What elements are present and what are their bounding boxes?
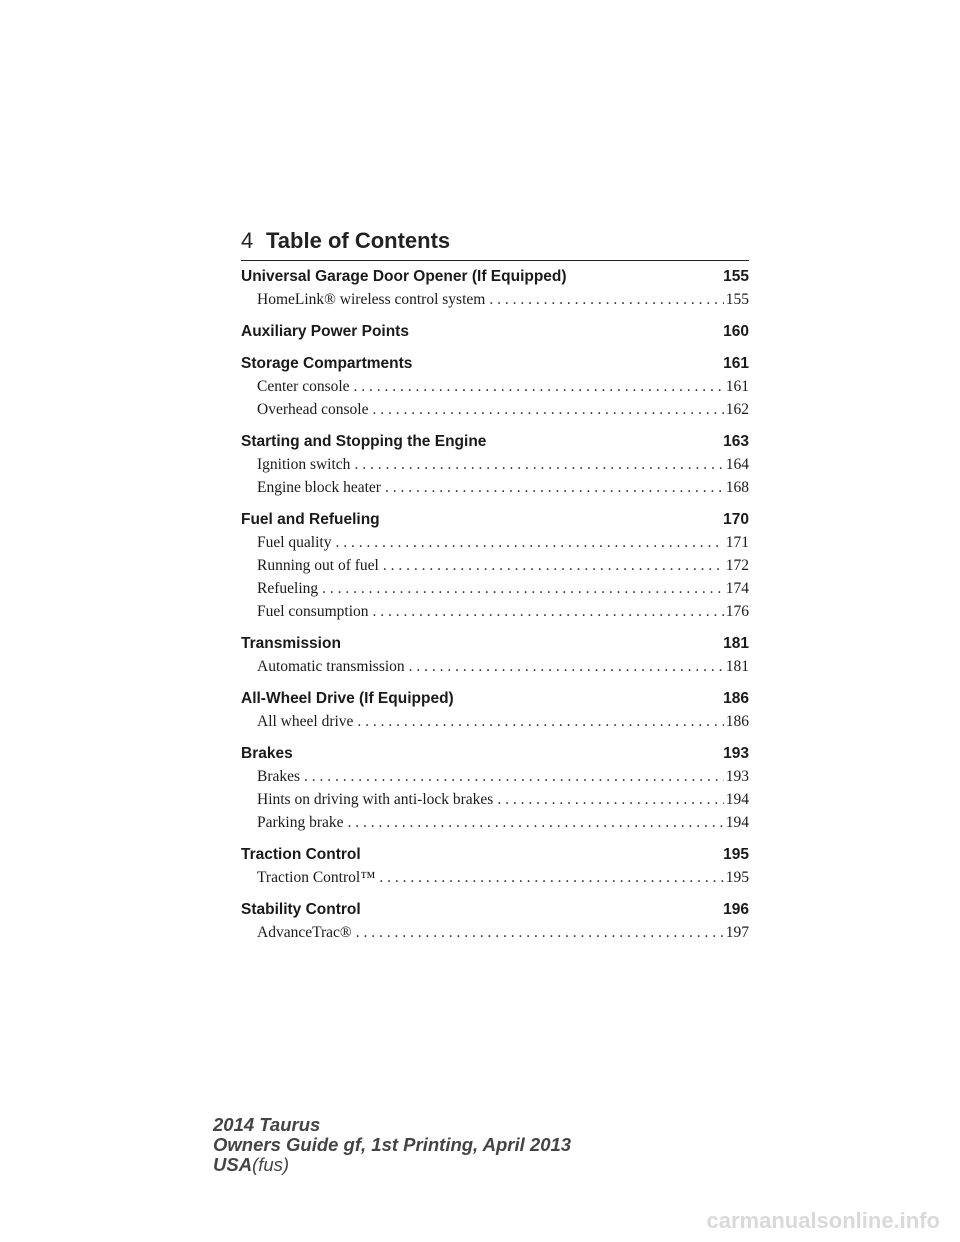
entry-label: Refueling	[257, 580, 319, 597]
entry-label: Fuel quality	[257, 534, 332, 551]
footer-region	[213, 1155, 571, 1175]
section-page: 196	[723, 901, 749, 918]
section-heading[interactable]	[241, 688, 749, 710]
entry-page: 171	[725, 534, 749, 551]
entry-label: Ignition switch	[257, 456, 351, 473]
toc-entry[interactable]	[241, 921, 749, 944]
toc-entry[interactable]	[241, 710, 749, 733]
dot-leader	[322, 577, 724, 600]
footer-region-code: USA	[213, 1154, 253, 1175]
dot-leader	[379, 866, 723, 889]
entry-label: Fuel consumption	[257, 603, 369, 620]
toc-section	[241, 743, 749, 834]
section-heading[interactable]	[241, 633, 749, 655]
entry-label: Overhead console	[257, 401, 369, 418]
section-page: 181	[723, 635, 749, 652]
toc-entry[interactable]	[241, 811, 749, 834]
toc-entry[interactable]	[241, 398, 749, 421]
entry-page: 197	[725, 924, 749, 941]
dot-leader	[357, 710, 723, 733]
section-title: All-Wheel Drive (If Equipped)	[241, 690, 454, 707]
dot-leader	[385, 476, 724, 499]
toc-section	[241, 688, 749, 733]
toc-entry[interactable]	[241, 866, 749, 889]
toc-entry[interactable]	[241, 788, 749, 811]
footer-printing: Owners Guide gf, 1st Printing, April 2013	[213, 1134, 572, 1155]
toc-section	[241, 353, 749, 421]
entry-page: 162	[725, 401, 749, 418]
toc-entry[interactable]	[241, 554, 749, 577]
entry-page: 155	[725, 291, 749, 308]
toc-entry[interactable]	[241, 531, 749, 554]
dot-leader	[348, 811, 724, 834]
section-heading[interactable]	[241, 353, 749, 375]
section-title: Brakes	[241, 745, 293, 762]
entry-page: 181	[725, 658, 749, 675]
entry-label: Automatic transmission	[257, 658, 405, 675]
section-heading[interactable]	[241, 899, 749, 921]
dot-leader	[304, 765, 724, 788]
entry-label: Hints on driving with anti-lock brakes	[257, 791, 494, 808]
entry-label: All wheel drive	[257, 713, 354, 730]
section-page: 186	[723, 690, 749, 707]
footer-region-suffix: (fus)	[252, 1154, 290, 1175]
page-header	[241, 228, 749, 261]
toc-section	[241, 633, 749, 678]
entry-label: Parking brake	[257, 814, 344, 831]
entry-label: AdvanceTrac®	[257, 924, 352, 941]
section-title: Auxiliary Power Points	[241, 323, 409, 340]
entry-page: 164	[725, 456, 749, 473]
entry-label: Traction Control™	[257, 869, 376, 886]
entry-label: Brakes	[257, 768, 301, 785]
dot-leader	[383, 554, 724, 577]
toc-entry[interactable]	[241, 600, 749, 623]
section-page: 155	[723, 268, 749, 285]
toc-section	[241, 266, 749, 311]
toc-section	[241, 431, 749, 499]
entry-page: 195	[725, 869, 749, 886]
entry-page: 194	[725, 814, 749, 831]
dot-leader	[409, 655, 724, 678]
toc-entry[interactable]	[241, 476, 749, 499]
entry-page: 194	[725, 791, 749, 808]
entry-page: 161	[725, 378, 749, 395]
dot-leader	[335, 531, 723, 554]
toc-entry[interactable]	[241, 577, 749, 600]
entry-label: Running out of fuel	[257, 557, 379, 574]
section-heading[interactable]	[241, 844, 749, 866]
section-title: Starting and Stopping the Engine	[241, 433, 487, 450]
entry-page: 193	[725, 768, 749, 785]
dot-leader	[489, 288, 723, 311]
section-heading[interactable]	[241, 509, 749, 531]
toc-entry[interactable]	[241, 765, 749, 788]
toc-entry[interactable]	[241, 375, 749, 398]
section-title: Fuel and Refueling	[241, 511, 380, 528]
section-page: 170	[723, 511, 749, 528]
section-heading[interactable]	[241, 431, 749, 453]
toc-entry[interactable]	[241, 453, 749, 476]
entry-page: 168	[725, 479, 749, 496]
entry-page: 174	[725, 580, 749, 597]
page-title: Table of Contents	[266, 228, 451, 253]
dot-leader	[354, 375, 724, 398]
section-page: 195	[723, 846, 749, 863]
dot-leader	[372, 398, 723, 421]
toc-section	[241, 844, 749, 889]
footer-model: 2014 Taurus	[213, 1114, 321, 1135]
entry-page: 186	[725, 713, 749, 730]
dot-leader	[356, 921, 724, 944]
section-heading[interactable]	[241, 266, 749, 288]
section-page: 161	[723, 355, 749, 372]
section-heading[interactable]	[241, 321, 749, 343]
toc-entry[interactable]	[241, 288, 749, 311]
entry-page: 172	[725, 557, 749, 574]
section-title: Stability Control	[241, 901, 361, 918]
footer	[213, 1115, 571, 1175]
entry-page: 176	[725, 603, 749, 620]
section-page: 193	[723, 745, 749, 762]
section-page: 160	[723, 323, 749, 340]
toc-entry[interactable]	[241, 655, 749, 678]
section-title: Storage Compartments	[241, 355, 413, 372]
entry-label: HomeLink® wireless control system	[257, 291, 486, 308]
table-of-contents	[241, 266, 749, 944]
dot-leader	[373, 600, 724, 623]
entry-label: Engine block heater	[257, 479, 381, 496]
watermark: carmanualsonline.info	[706, 1208, 940, 1233]
toc-section	[241, 321, 749, 343]
section-title: Traction Control	[241, 846, 361, 863]
dot-leader	[354, 453, 723, 476]
section-title: Transmission	[241, 635, 341, 652]
entry-label: Center console	[257, 378, 350, 395]
page-number: 4	[241, 228, 254, 253]
toc-section	[241, 899, 749, 944]
section-heading[interactable]	[241, 743, 749, 765]
dot-leader	[497, 788, 723, 811]
section-page: 163	[723, 433, 749, 450]
toc-section	[241, 509, 749, 623]
section-title: Universal Garage Door Opener (If Equipped)	[241, 268, 567, 285]
